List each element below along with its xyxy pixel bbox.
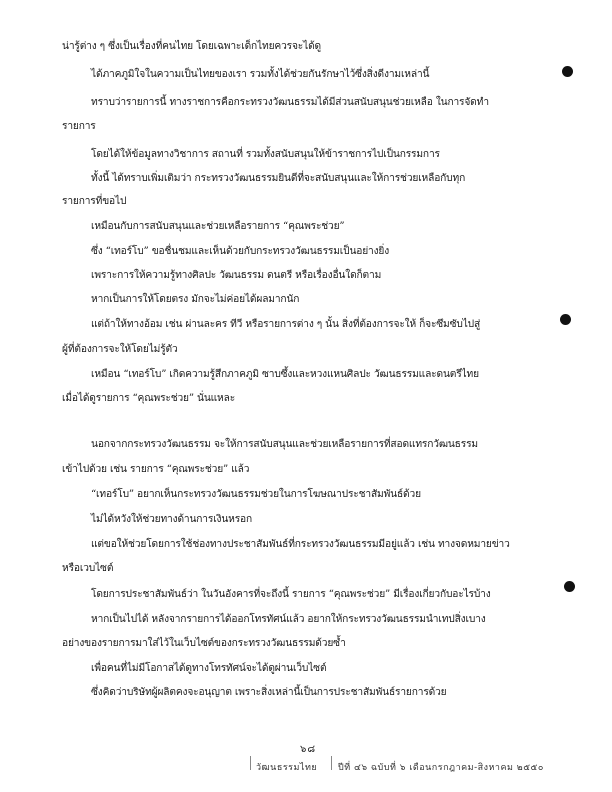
- paragraph-line: หากเป็นการให้โดยตรง มักจะไม่ค่อยได้ผลมากนัก: [91, 294, 300, 305]
- page-number: ๖๘: [300, 744, 317, 755]
- paragraph-line: รายการ: [62, 121, 96, 132]
- paragraph-line: เพราะการให้ความรู้ทางศิลปะ วัฒนธรรม ดนตรี หรือเรื่องอื่นใดก็ตาม: [91, 270, 382, 281]
- footer-divider: [250, 756, 251, 770]
- paragraph-line: เพื่อคนที่ไม่มีโอกาสได้ดูทางโทรทัศน์จะได้ดูผ่านเว็บไซต์: [91, 663, 327, 674]
- punch-hole-bottom-icon: [564, 581, 575, 592]
- paragraph-line: หรือเวบไซต์: [62, 563, 114, 574]
- paragraph-line: โดยการประชาสัมพันธ์ว่า ในวันอังคารที่จะถึงนี้ รายการ “คุณพระช่วย” มีเรื่องเกี่ยวกับอะไรบ้าง: [91, 589, 491, 600]
- paragraph-line: เหมือนกับการสนับสนุนและช่วยเหลือรายการ “คุณพระช่วย”: [91, 221, 345, 232]
- paragraph-line: “เทอร์โบ” อยากเห็นกระทรวงวัฒนธรรมช่วยในการโฆษณาประชาสัมพันธ์ด้วย: [91, 489, 421, 500]
- paragraph-line: เหมือน “เทอร์โบ” เกิดความรู้สึกภาคภูมิ ซาบซึ้งและหวงแหนศิลปะ วัฒนธรรมและดนตรีไทย: [91, 369, 479, 380]
- paragraph-line: รายการที่ขอไป: [62, 196, 127, 207]
- paragraph-line: ทราบว่ารายการนี้ ทางราชการคือกระทรวงวัฒนธรรมได้มีส่วนสนับสนุนช่วยเหลือ ในการจัดทำ: [91, 97, 489, 108]
- paragraph-line: หากเป็นไปได้ หลังจากรายการได้ออกโทรทัศน์แล้ว อยากให้กระทรวงวัฒนธรรมนำเทปสิ่งเบาง: [91, 614, 486, 625]
- paragraph-line: แต่ขอให้ช่วยโดยการใช้ช่องทางประชาสัมพันธ์ที่กระทรวงวัฒนธรรมมีอยู่แล้ว เช่น ทางจดหมายข่าว: [91, 539, 510, 550]
- paragraph-line: ซึ่งคิดว่าบริษัทผู้ผลิตคงจะอนุญาต เพราะสิ่งเหล่านี้เป็นการประชาสัมพันธ์รายการด้วย: [91, 687, 447, 698]
- paragraph-line: นอกจากกระทรวงวัฒนธรรม จะให้การสนับสนุนและช่วยเหลือรายการที่สอดแทรกวัฒนธรรม: [91, 439, 478, 450]
- punch-hole-top-icon: [562, 66, 573, 77]
- paragraph-line: ซึ่ง “เทอร์โบ” ขอชื่นชมและเห็นด้วยกับกระทรวงวัฒนธรรมเป็นอย่างยิ่ง: [91, 246, 390, 257]
- paragraph-line: ไม่ได้หวังให้ช่วยทางด้านการเงินหรอก: [91, 514, 253, 525]
- paragraph-line: ทั้งนี้ ได้ทราบเพิ่มเติมว่า กระทรวงวัฒนธรรมยินดีที่จะสนับสนุนและให้การช่วยเหลือกับทุก: [91, 173, 466, 184]
- paragraph-line: เข้าไปด้วย เช่น รายการ “คุณพระช่วย” แล้ว: [62, 464, 250, 475]
- footer-issue-info: ปีที่ ๔๖ ฉบับที่ ๖ เดือนกรกฎาคม-สิงหาคม ๒๕๕๐: [338, 763, 544, 773]
- paragraph-line: ได้ภาคภูมิใจในความเป็นไทยของเรา รวมทั้งได้ช่วยกันรักษาไว้ซึ่งสิ่งดีงามเหล่านี้: [91, 69, 430, 80]
- paragraph-line: ผู้ที่ต้องการจะให้โดยไม่รู้ตัว: [62, 344, 178, 355]
- footer-magazine-name: วัฒนธรรมไทย: [256, 763, 318, 773]
- paragraph-line: น่ารู้ต่าง ๆ ซึ่งเป็นเรื่องที่คนไทย โดยเฉพาะเด็กไทยควรจะได้ดู: [62, 41, 322, 52]
- paragraph-line: แต่ถ้าให้ทางอ้อม เช่น ผ่านละคร ทีวี หรือรายการต่าง ๆ นั้น สิ่งที่ต้องการจะให้ ก็จะซึมซับไปสู่: [91, 319, 481, 330]
- footer-divider: [331, 756, 332, 770]
- paragraph-line: โดยได้ให้ข้อมูลทางวิชาการ สถานที่ รวมทั้งสนับสนุนให้ข้าราชการไปเป็นกรรมการ: [91, 149, 440, 160]
- paragraph-line: อย่างของรายการมาใส่ไว้ในเว็บไซต์ของกระทรวงวัฒนธรรมด้วยซ้ำ: [62, 638, 346, 649]
- punch-hole-middle-icon: [560, 314, 571, 325]
- paragraph-line: เมื่อได้ดูรายการ “คุณพระช่วย” นั่นแหละ: [62, 393, 236, 404]
